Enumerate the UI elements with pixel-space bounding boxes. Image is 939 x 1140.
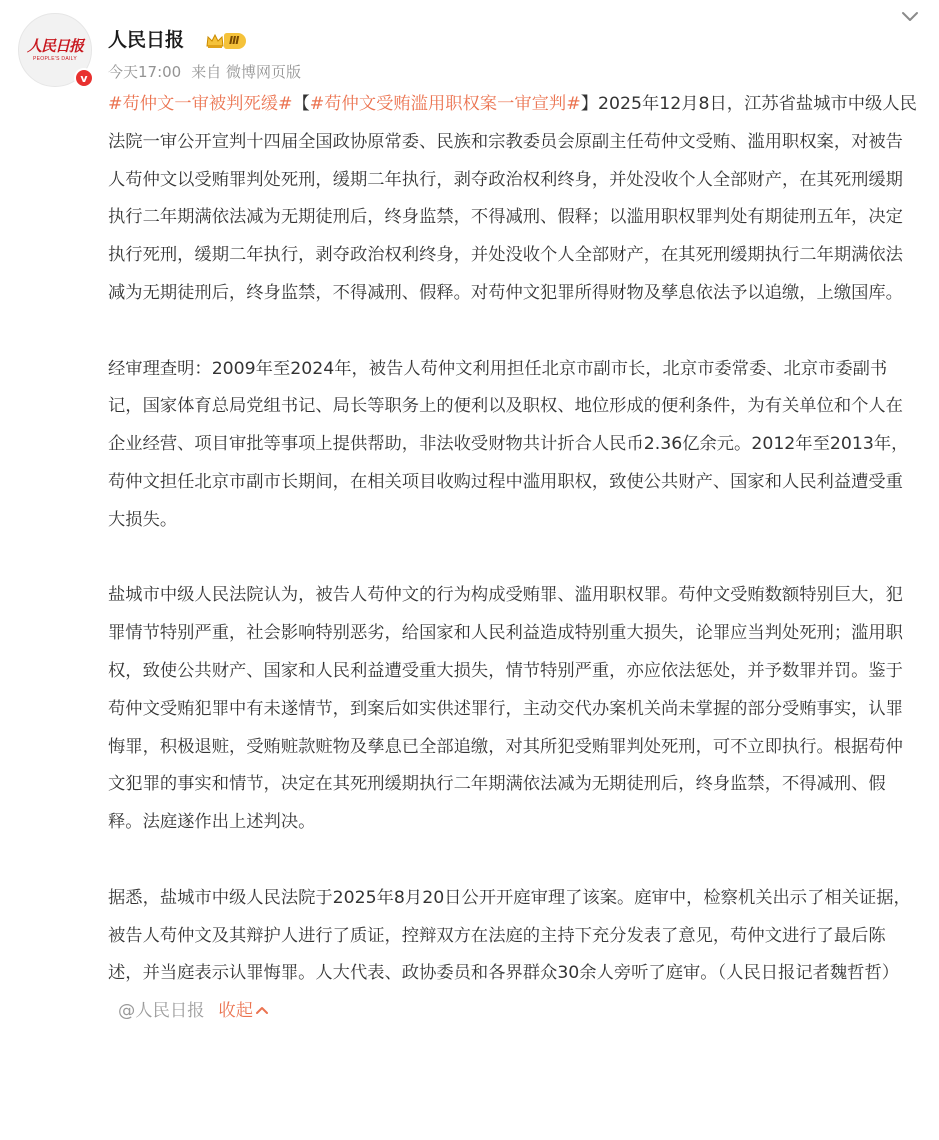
verified-badge-icon: v <box>74 68 94 88</box>
chevron-up-icon <box>255 1005 269 1015</box>
post-source: 来自 微博网页版 <box>191 63 302 81</box>
post-time[interactable]: 今天17:00 <box>108 63 182 81</box>
chevron-down-icon[interactable] <box>899 6 921 28</box>
paragraph-1-text: 2025年12月8日，江苏省盐城市中级人民法院一审公开宣判十四届全国政协原常委、民族和宗教委员会原副主任苟仲文受贿、滥用职权案，对被告人苟仲文以受贿罪判处死刑，缓期二年执行，剥夺政治权利终身，并处没收个人全部财产，在其死刑缓期执行二年期满依法减为无期徒刑后，终身监禁，不得减刑、假释；以滥用职权罪判处有期徒刑五年，决定执行死刑，缓期二年执行，剥夺政治权利终身，并处没收个人全部财产，在其死刑缓期执行二年期满依法减为无期徒刑后，终身监禁，不得减刑、假释。对苟仲文犯罪所得财物及孳息依法予以追缴，上缴国库。 <box>108 94 917 303</box>
member-level-badge[interactable] <box>204 30 262 52</box>
hashtag-link[interactable]: #苟仲文一审被判死缓# <box>108 94 293 114</box>
paragraph-4-tail: （人民日报记者魏哲哲） <box>717 963 900 984</box>
post-body <box>108 86 918 1031</box>
collapse-label: 收起 <box>218 1001 253 1022</box>
author-name[interactable]: 人民日报 <box>108 29 185 51</box>
bracket-close: 】 <box>580 94 598 114</box>
image-watermark: @人民日报 <box>118 1001 205 1022</box>
hashtag-link[interactable]: #苟仲文受贿滥用职权案一审宣判# <box>309 94 581 114</box>
paragraph-1 <box>108 86 918 313</box>
paragraph-2: 经审理查明：2009年至2024年，被告人苟仲文利用担任北京市副市长，北京市委常委、北京市委副书记，国家体育总局党组书记、局长等职务上的便利以及职权、地位形成的便利条件，为有关单位和个人在企业经营、项目审批等事项上提供帮助，非法收受财物共计折合人民币2.36亿余元。2012年至2013年，苟仲文担任北京市副市长期间，在相关项目收购过程中滥用职权，致使公共财产、国家和人民利益遭受重大损失。 <box>108 358 909 530</box>
avatar-logo-text: 人民日报 <box>26 37 83 55</box>
post-meta <box>108 62 311 82</box>
bracket-open: 【 <box>292 94 310 114</box>
avatar-logo-subtext: PEOPLE'S DAILY <box>33 56 77 62</box>
collapse-button[interactable] <box>218 1001 269 1021</box>
crown-icon <box>204 30 226 52</box>
paragraph-4 <box>108 880 918 1031</box>
paragraph-4-text: 据悉，盐城市中级人民法院于2025年8月20日公开开庭审理了该案。庭审中，检察机关出示了相关证据，被告人苟仲文及其辩护人进行了质证，控辩双方在法庭的主持下充分发表了意见，苟仲文进行了最后陈述，并当庭表示认罪悔罪。人大代表、政协委员和各界群众30余人旁听了庭审。 <box>108 887 911 984</box>
level-label: Ⅲ <box>224 33 246 49</box>
paragraph-3: 盐城市中级人民法院认为，被告人苟仲文的行为构成受贿罪、滥用职权罪。苟仲文受贿数额特别巨大，犯罪情节特别严重，社会影响特别恶劣，给国家和人民利益造成特别重大损失，论罪应当判处死刑；滥用职权，致使公共财产、国家和人民利益遭受重大损失，情节特别严重，亦应依法惩处，并予数罪并罚。鉴于苟仲文受贿犯罪中有未遂情节，到案后如实供述罪行，主动交代办案机关尚未掌握的部分受贿事实，认罪悔罪，积极退赃，受贿赃款赃物及孳息已全部追缴，对其所犯受贿罪判处死刑，可不立即执行。根据苟仲文犯罪的事实和情节，决定在其死刑缓期执行二年期满依法减为无期徒刑后，终身监禁，不得减刑、假释。法庭遂作出上述判决。 <box>108 585 903 833</box>
